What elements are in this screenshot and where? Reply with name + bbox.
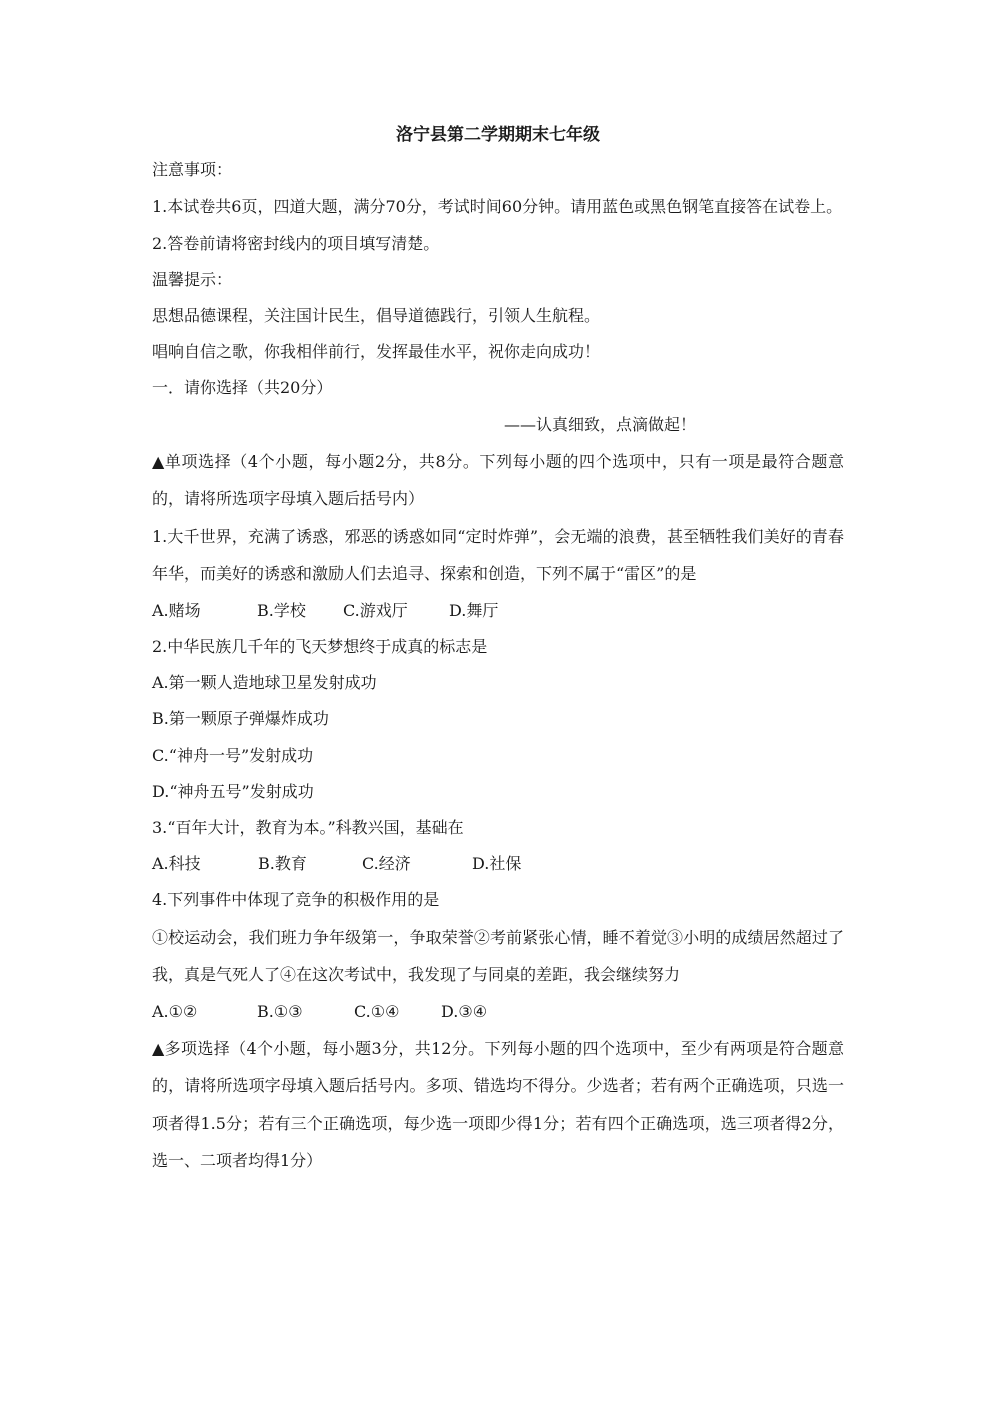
question-1-option-a: A.赌场 — [152, 600, 201, 620]
question-4-stem: 4.下列事件中体现了竞争的积极作用的是 — [152, 890, 440, 910]
question-1-option-d: D.舞厅 — [449, 600, 499, 620]
single-choice-instructions: ▲单项选择（4个小题，每小题2分，共8分。下列每小题的四个选项中，只有一项是最符合题意的，请将所选项字母填入题后括号内） — [152, 451, 844, 509]
notice-item-1: 1.本试卷共6页，四道大题，满分70分，考试时间60分钟。请用蓝色或黑色钢笔直接答在试卷上。 — [152, 197, 843, 217]
question-1-stem: 1.大千世界，充满了诱惑，邪恶的诱惑如同“定时炸弹”，会无端的浪费，甚至牺牲我们美好的青春年华，而美好的诱惑和激励人们去追寻、探索和创造，下列不属于“雷区”的是 — [152, 526, 844, 584]
question-1-options — [152, 593, 844, 629]
question-4-option-c: C.①④ — [354, 1001, 400, 1021]
question-1-option-b: B.学校 — [257, 600, 306, 620]
tips-heading: 温馨提示： — [152, 269, 233, 289]
question-4-option-d: D.③④ — [441, 1001, 488, 1021]
question-4-option-a: A.①② — [152, 1001, 198, 1021]
question-2-option-c: C.“神舟一号”发射成功 — [152, 745, 314, 765]
question-3-option-b: B.教育 — [258, 854, 307, 874]
question-3-option-c: C.经济 — [362, 854, 411, 874]
section-motto: ——认真细致，点滴做起！ — [503, 414, 696, 434]
question-3-option-d: D.社保 — [472, 854, 522, 874]
tips-line-1: 思想品德课程，关注国计民生，倡导道德践行，引领人生航程。 — [152, 306, 601, 326]
question-4-body: ①校运动会，我们班力争年级第一，争取荣誉②考前紧张心情，睡不着觉③小明的成绩居然超过了我，真是气死人了④在这次考试中，我发现了与同桌的差距，我会继续努力 — [152, 927, 844, 984]
multiple-choice-instructions: ▲多项选择（4个小题，每小题3分，共12分。下列每小题的四个选项中，至少有两项是符合题意的，请将所选项字母填入题后括号内。多项、错选均不得分。少选者；若有两个正确选项，只选一项者得1.5分；若有三个正确选项，每少选一项即少得1分；若有四个正确选项，选三项者得2分，选一、二项者均得1分） — [152, 1038, 844, 1171]
question-2-stem: 2.中华民族几千年的飞天梦想终于成真的标志是 — [152, 637, 488, 656]
question-2-option-b: B.第一颗原子弹爆炸成功 — [152, 709, 329, 729]
notice-heading: 注意事项： — [152, 160, 233, 179]
question-4-option-b: B.①③ — [257, 1001, 303, 1021]
question-2-option-a: A.第一颗人造地球卫星发射成功 — [152, 673, 377, 693]
question-3-option-a: A.科技 — [152, 854, 201, 874]
question-3-options — [152, 846, 844, 882]
exam-page — [152, 118, 844, 1180]
tips-line-2: 唱响自信之歌，你我相伴前行，发挥最佳水平，祝你走向成功！ — [152, 342, 601, 362]
question-1-option-c: C.游戏厅 — [343, 600, 408, 620]
question-3-stem: 3.“百年大计，教育为本。”科教兴国，基础在 — [152, 817, 464, 837]
notice-item-2: 2.答卷前请将密封线内的项目填写清楚。 — [152, 233, 440, 253]
question-2-option-d: D.“神舟五号”发射成功 — [152, 781, 314, 801]
question-4-options — [152, 994, 844, 1030]
section-heading: 一．请你选择（共20分） — [152, 378, 333, 398]
page-title: 洛宁县第二学期期末七年级 — [396, 125, 600, 145]
